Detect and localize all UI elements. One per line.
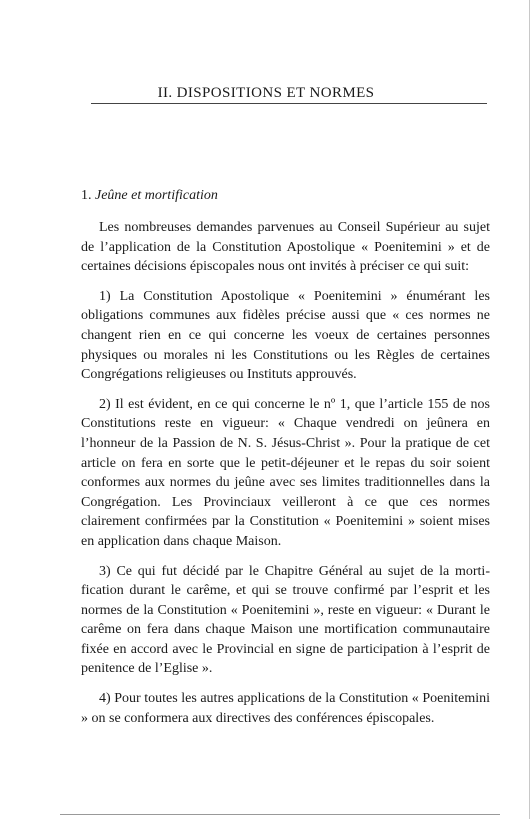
section-heading — [81, 186, 490, 205]
paragraph-point-1: 1) La Constitution Apostolique « Poenitemini » énumérant les obligations communes aux fidèles précise aussi que « ces normes ne changent rien en ce qui concerne les voeux de certaines personnes physiques ou morales ni les Constitutions ou les Règles de certaines Congrégations religieuses ou Instituts approuvés. — [81, 288, 490, 383]
section-title: Jeûne et mortification — [95, 188, 218, 203]
header-rule — [91, 103, 487, 104]
bottom-rule — [60, 814, 500, 815]
section-number: 1. — [81, 188, 92, 203]
paragraph-point-3: 3) Ce qui fut décidé par le Chapitre Général au sujet de la mortification durant le carême, et qui se trouve confirmé par l’esprit et les normes de la Constitution « Poenitemini », reste en vigueur: « Durant le carême on fera dans chaque Maison une mortification communautaire fixée en accord avec le Provincial en signe de participation à l’esprit de penitence de l’Eglise ». — [81, 563, 490, 677]
paragraph-point-4: 4) Pour toutes les autres applications de la Constitution « Poenitemini » on se conformera aux directives des conférences épiscopales. — [81, 691, 490, 726]
paragraph-point-2: 2) Il est évident, en ce qui concerne le nº 1, que l’article 155 de nos Constitutions reste en vigueur: « Chaque vendredi on jeûnera en l’honneur de la Passion de N. S. Jésus-Christ ». Pour la pratique de cet article on fera en sorte que le petit-déjeuner et le repas du soir soient conformes aux normes du jeûne avec ses limites traditionnelles dans la Congrégation. Les Provinciaux veilleront à ce que ces normes clairement confirmées par la Constitution « Poenitemini » soient mises en application dans chaque Maison. — [81, 396, 490, 549]
main-text — [81, 186, 490, 738]
paragraph-intro: Les nombreuses demandes parvenues au Conseil Supérieur au sujet de l’application de la Constitution Apostolique « Poenitemini » et de certaines décisions épiscopales nous ont invités à préciser ce qui suit: — [81, 220, 490, 275]
running-head: II. DISPOSITIONS ET NORMES — [157, 85, 375, 101]
page-edge-line — [529, 0, 530, 819]
